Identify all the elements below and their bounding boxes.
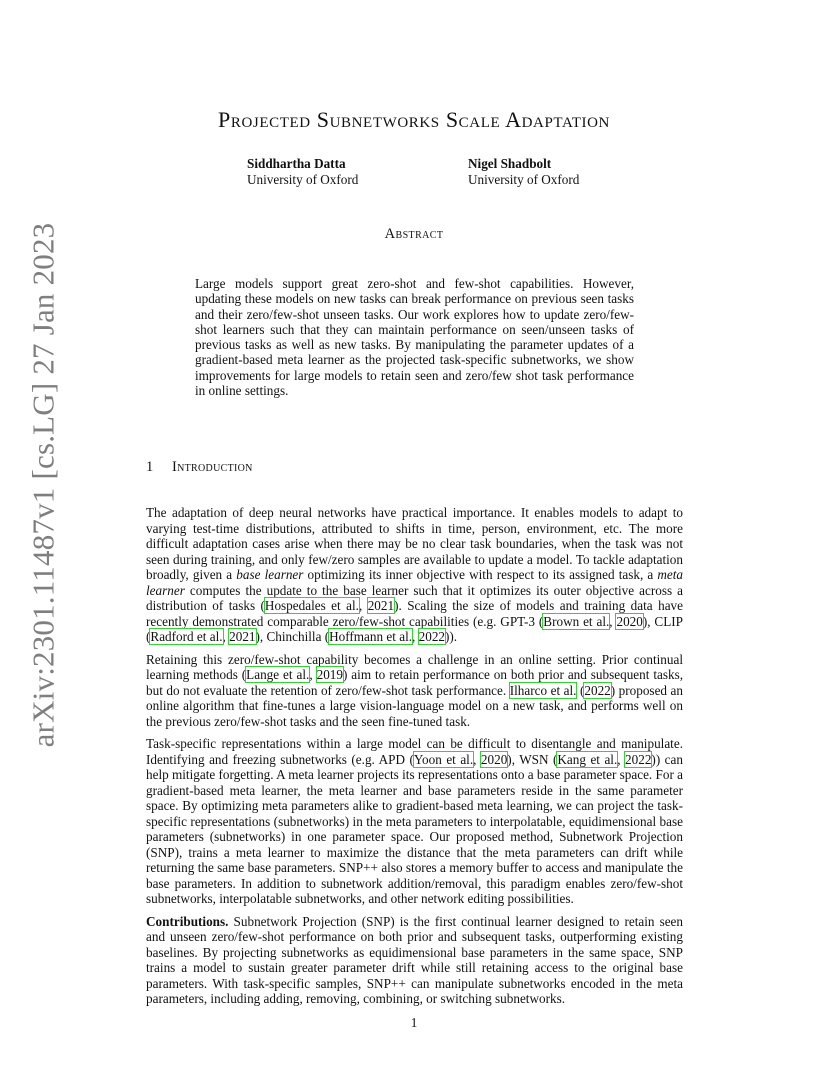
paragraph-2: [146, 652, 683, 730]
arxiv-stamp-text: arXiv:2301.11487v1 [cs.LG] 27 Jan 2023: [25, 222, 61, 747]
citation-year-link[interactable]: 2022: [625, 751, 652, 767]
section-heading: [146, 459, 253, 476]
citation-year-link[interactable]: 2022: [584, 682, 611, 698]
author-name: Nigel Shadbolt: [468, 156, 552, 171]
abstract-heading: Abstract: [384, 226, 444, 242]
text-run: ,: [222, 629, 230, 644]
citation-link[interactable]: Yoon et al.: [413, 751, 474, 767]
paragraph-3: [146, 736, 683, 907]
citation-link[interactable]: Kang et al.: [557, 751, 618, 767]
citation-year-link[interactable]: 2021: [367, 598, 395, 613]
text-run: (: [576, 682, 585, 698]
section-title: Introduction: [172, 459, 253, 475]
paragraph-1: [146, 505, 683, 645]
text-run: Subnetwork Projection (SNP) is the first continual learner designed to retain seen and unseen zero/few-shot performance on both prior and subsequent tasks, outperforming existing baselines. By projecting subnetworks as equidimensional base parameters in the same space, SNP trains a model to sustain greater parameter drift while still retaining access to the original base parameters. With task-specific samples, SNP++ can manipulate subnetworks encoded in the meta parameters, including adding, removing, combining, or switching subnetworks.: [146, 913, 683, 1006]
citation-link[interactable]: Hoffmann et al.: [329, 629, 413, 644]
citation-year-link[interactable]: 2022: [418, 629, 445, 644]
text-run: ), CLIP (: [146, 613, 683, 644]
contributions-label: Contributions.: [146, 913, 229, 929]
text-run: optimizing its inner objective with respect to its assigned task, a: [303, 567, 658, 582]
section-number: 1: [146, 459, 154, 475]
emphasis: meta learner: [146, 567, 684, 598]
citation-year-link[interactable]: 2020: [616, 613, 643, 629]
citation-year-link[interactable]: 2021: [229, 629, 256, 644]
author-block-1: [247, 156, 358, 188]
text-run: ,: [609, 613, 617, 629]
text-run: ), WSN (: [507, 751, 558, 767]
author-affiliation: University of Oxford: [468, 172, 580, 187]
author-block-2: [468, 156, 579, 188]
text-run: ,: [473, 751, 481, 767]
abstract-text: Large models support great zero-shot and few-shot capabilities. However, updating these models on new tasks can break performance on previous seen tasks and their zero/few-shot unseen tasks. Our work explores how to update zero/few-shot learners such that they can maintain performance on seen/unseen tasks of previous tasks as well as new tasks. By manipulating the parameter updates of a gradient-based meta learner as the projected task-specific subnetworks, we show improvements for large models to retain seen and zero/few shot task performance in online settings.: [195, 276, 634, 399]
text-run: computes the update to the base learner such that it optimizes its outer objective across a distribution of tasks (: [146, 582, 683, 613]
citation-link[interactable]: Radford et al.: [150, 629, 223, 644]
emphasis: base learner: [236, 567, 304, 582]
paper-title: Projected Subnetworks Scale Adaptation: [218, 107, 610, 132]
text-run: ,: [358, 598, 368, 613]
citation-year-link[interactable]: 2020: [480, 751, 508, 767]
citation-link[interactable]: Lange et al.: [246, 667, 310, 682]
citation-year-link[interactable]: 2019: [316, 667, 343, 682]
text-run: ), Chinchilla (: [255, 629, 330, 644]
author-affiliation: University of Oxford: [247, 172, 359, 187]
body-text: [146, 505, 683, 1014]
text-run: ). Scaling the size of models and training data have recently demonstrated comparable zero/few-shot capabilities (e.g. GPT-3 (: [146, 598, 683, 629]
page-number: 1: [410, 1015, 418, 1030]
text-run: ) proposed an online algorithm that fine-tunes a large vision-language model on a new task, and performs well on the previous zero/few-shot tasks and the seen fine-tuned task.: [146, 682, 683, 729]
author-name: Siddhartha Datta: [247, 156, 346, 171]
text-run: ,: [412, 629, 419, 644]
text-run: The adaptation of deep neural networks have practical importance. It enables models to adapt to varying test-time distributions, attributed to shifts in time, person, environment, etc. The more difficult adaptation cases arise when there may be no clear task boundaries, when the task was not seen during training, and only few/zero samples are available to update a model. To tackle adaptation broadly, given a: [146, 505, 683, 582]
text-run: ,: [617, 751, 626, 767]
citation-link[interactable]: Ilharco et al.: [509, 682, 577, 698]
citation-link[interactable]: Hospedales et al.: [264, 598, 359, 613]
text-run: ) aim to retain performance on both prior and subsequent tasks, but do not evaluate the retention of zero/few-shot task performance.: [146, 667, 684, 698]
text-run: ,: [309, 667, 317, 682]
text-run: )) can help mitigate forgetting. A meta learner projects its representations onto a base parameter space. For a gradient-based meta learner, the meta learner and base parameters reside in the same parameter space. By optimizing meta parameters alike to gradient-based meta learning, we can project the task-specific representations (subnetworks) in the meta parameters to interpolatable, equidimensional base parameters (subnetworks) in one parameter space. Our proposed method, Subnetwork Projection (SNP), trains a meta learner to maximize the distance that the meta parameters can drift while returning the same base parameters. SNP++ also stores a memory buffer to access and manipulate the base parameters. In addition to subnetwork addition/removal, this paradigm enables zero/few-shot subnetworks, interpolatable subnetworks, and other network editing possibilities.: [146, 751, 683, 906]
text-run: Retaining this zero/few-shot capability becomes a challenge in an online setting. Prior continual learning methods (: [146, 651, 683, 682]
text-run: Task-specific representations within a large model can be difficult to disentangle and manipulate. Identifying and freezing subnetworks (e.g. APD (: [146, 736, 683, 767]
arxiv-stamp: [18, 222, 68, 747]
paragraph-4: [146, 914, 683, 1007]
citation-link[interactable]: Brown et al.: [543, 613, 610, 629]
text-run: )).: [445, 629, 458, 644]
